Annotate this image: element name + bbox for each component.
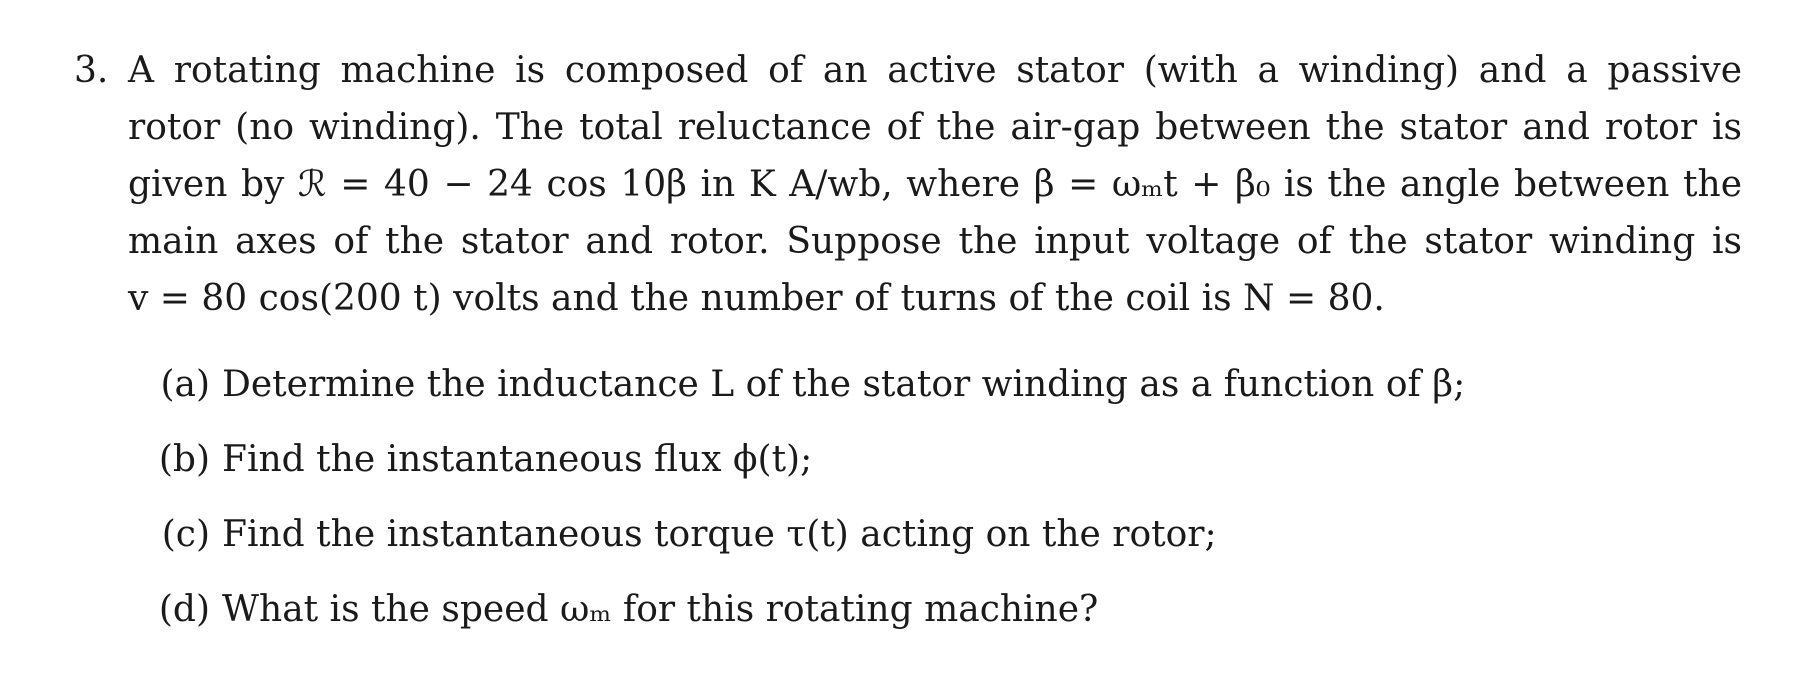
sub-question-text: Find the instantaneous flux ϕ(t); — [222, 439, 813, 480]
statement-line-5: v = 80 cos(200 t) volts and the number of turns of the coil is N = 80. — [128, 278, 1385, 319]
sub-question-text: Find the instantaneous torque τ(t) acting on the rotor; — [222, 514, 1217, 555]
sub-question-label: (d) — [158, 589, 210, 630]
problem-statement — [128, 42, 1742, 327]
sub-question-text: What is the speed ωₘ for this rotating machine? — [222, 589, 1099, 630]
sub-question-text: Determine the inductance L of the stator winding as a function of β; — [222, 364, 1466, 405]
sub-question-label: (a) — [160, 364, 210, 405]
statement-line-1: A rotating machine is composed of an active stator (with a winding) and a passive — [128, 50, 1742, 91]
sub-question-label: (c) — [161, 514, 210, 555]
statement-line-2: rotor (no winding). The total reluctance of the air-gap between the stator and rotor is — [128, 107, 1742, 148]
statement-line-4: main axes of the stator and rotor. Suppose the input voltage of the stator winding is — [128, 221, 1742, 262]
sub-question-label: (b) — [158, 439, 210, 480]
problem-number: 3. — [74, 50, 109, 91]
statement-line-3: given by ℛ = 40 − 24 cos 10β in K A/wb, where β = ωₘt + β₀ is the angle between the — [128, 164, 1742, 205]
